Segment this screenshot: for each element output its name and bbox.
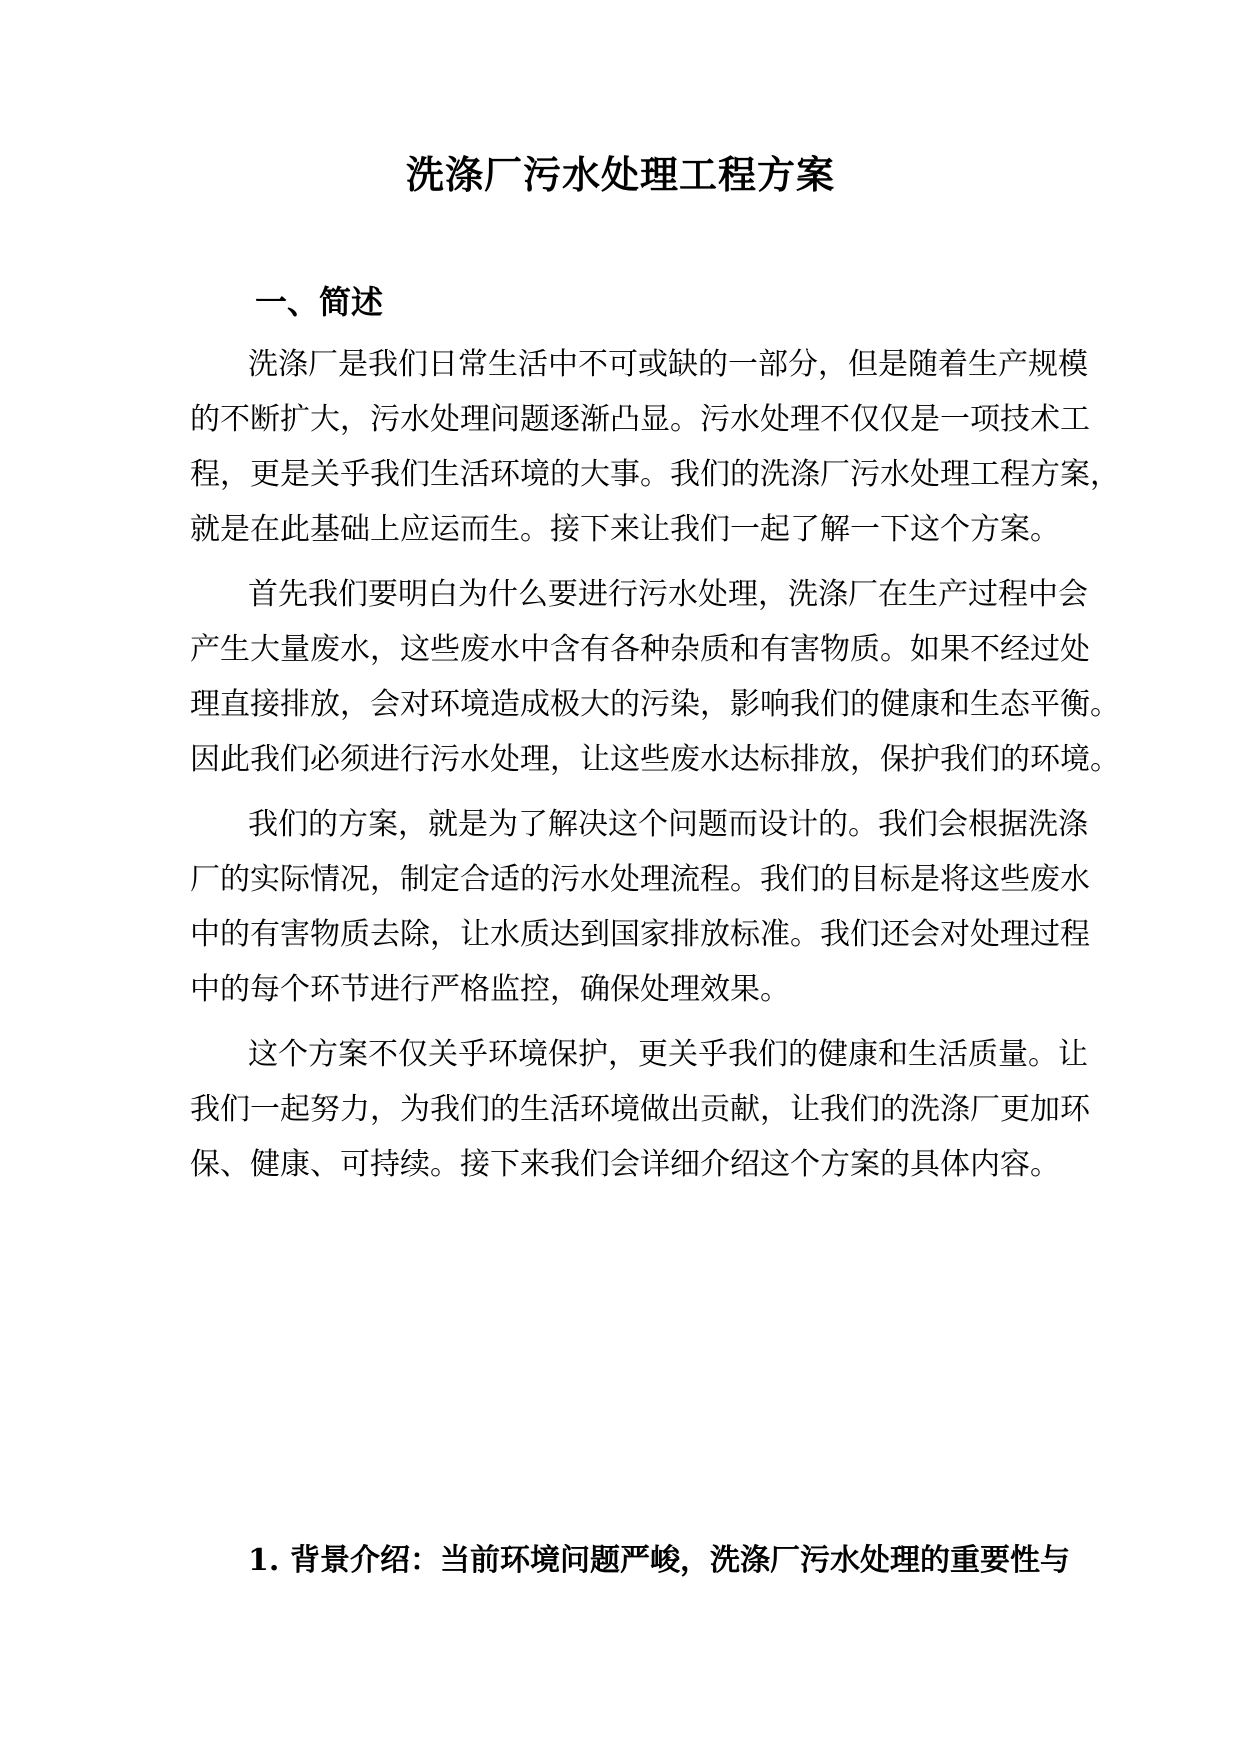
paragraph-line: 洗涤厂是我们日常生活中不可或缺的一部分，但是随着生产规模: [248, 347, 1088, 382]
paragraph-line: 程，更是关乎我们生活环境的大事。我们的洗涤厂污水处理工程方案，: [190, 457, 1120, 492]
paragraph-line: 我们一起努力，为我们的生活环境做出贡献，让我们的洗涤厂更加环: [190, 1092, 1090, 1127]
paragraph-line: 保、健康、可持续。接下来我们会详细介绍这个方案的具体内容。: [190, 1147, 1060, 1182]
paragraph-line: 因此我们必须进行污水处理，让这些废水达标排放，保护我们的环境。: [190, 742, 1120, 777]
subsection-heading-text: 背景介绍：当前环境问题严峻，洗涤厂污水处理的重要性与: [290, 1543, 1070, 1578]
paragraph-line: 中的每个环节进行严格监控，确保处理效果。: [190, 972, 790, 1007]
paragraph-line: 就是在此基础上应运而生。接下来让我们一起了解一下这个方案。: [190, 512, 1060, 547]
paragraph-line: 中的有害物质去除，让水质达到国家排放标准。我们还会对处理过程: [190, 917, 1090, 952]
paragraph-line: 厂的实际情况，制定合适的污水处理流程。我们的目标是将这些废水: [190, 862, 1090, 897]
paragraph-line: 我们的方案，就是为了解决这个问题而设计的。我们会根据洗涤: [248, 807, 1088, 842]
paragraph-line: 这个方案不仅关乎环境保护，更关乎我们的健康和生活质量。让: [248, 1037, 1088, 1072]
paragraph-line: 产生大量废水，这些废水中含有各种杂质和有害物质。如果不经过处: [190, 632, 1090, 667]
subsection-heading-background: [248, 1541, 1070, 1581]
section-heading-overview: 一、简述: [255, 283, 384, 321]
subsection-number: 1.: [248, 1543, 280, 1578]
paragraph-line: 的不断扩大，污水处理问题逐渐凸显。污水处理不仅仅是一项技术工: [190, 402, 1090, 437]
paragraph-line: 首先我们要明白为什么要进行污水处理，洗涤厂在生产过程中会: [248, 577, 1088, 612]
paragraph-line: 理直接排放，会对环境造成极大的污染，影响我们的健康和生态平衡。: [190, 687, 1120, 722]
document-title: 洗涤厂污水处理工程方案: [405, 152, 835, 197]
